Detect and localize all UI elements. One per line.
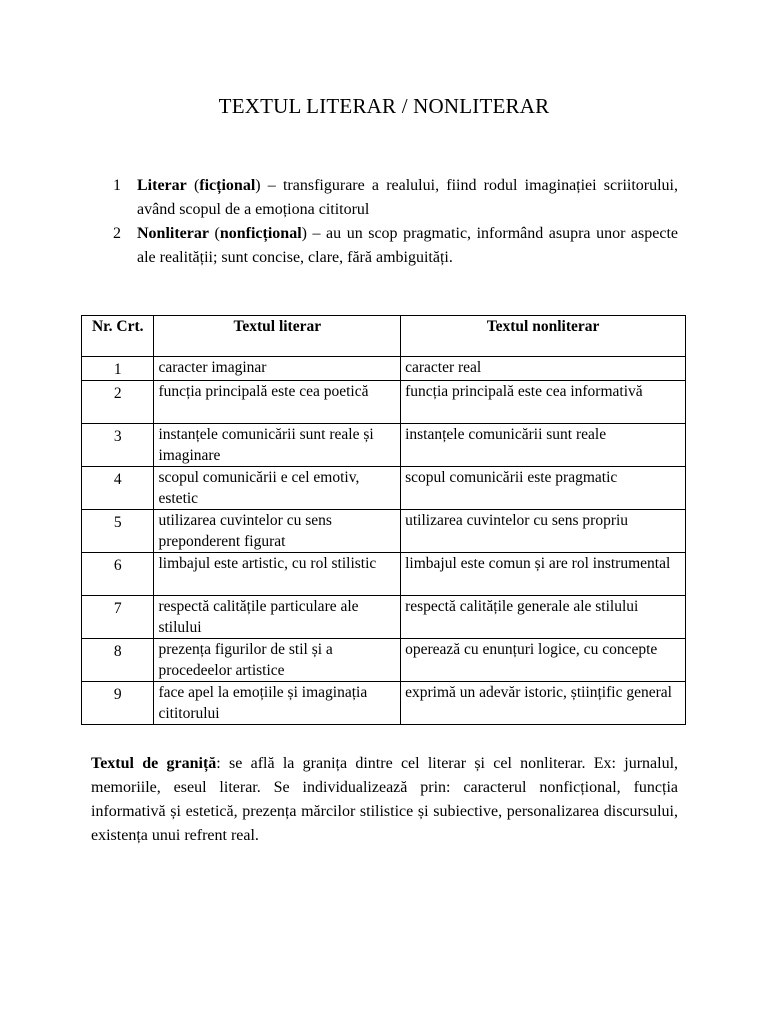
cell-literar: instanțele comunicării sunt reale și imaginare [154, 424, 401, 467]
header-textul-literar: Textul literar [154, 316, 401, 357]
cell-nr: 5 [82, 510, 154, 553]
cell-literar: face apel la emoțiile și imaginația cititorului [154, 682, 401, 725]
cell-nr: 8 [82, 639, 154, 682]
definition-term-paren: nonficțional [219, 225, 302, 242]
table-row [82, 424, 686, 467]
cell-literar: funcția principală este cea poetică [154, 381, 401, 424]
table-row [82, 596, 686, 639]
definition-number: 2 [113, 225, 121, 242]
cell-nonliterar: operează cu enunțuri logice, cu concepte [401, 639, 686, 682]
table-header-row [82, 316, 686, 357]
granita-term: Textul de graniță [91, 755, 217, 772]
definition-number: 1 [113, 177, 121, 194]
cell-nr: 6 [82, 553, 154, 596]
cell-literar: scopul comunicării e cel emotiv, estetic [154, 467, 401, 510]
granita-text: : se află la granița dintre cel literar și cel nonliterar. Ex: jurnalul, memoriile, eseul literar. Se individualizează prin: caracterul nonficțional, funcția informativă și estetică, prezența mărcilor stilistice și subiective, personalizarea discursului, existența unui refrent real. [91, 755, 679, 844]
page-title: TEXTUL LITERAR / NONLITERAR [218, 94, 550, 118]
cell-nr: 3 [82, 424, 154, 467]
cell-nonliterar: limbajul este comun și are rol instrumental [401, 553, 686, 596]
table-row [82, 357, 686, 381]
table-row [82, 510, 686, 553]
table-row [82, 553, 686, 596]
cell-nonliterar: utilizarea cuvintelor cu sens propriu [401, 510, 686, 553]
cell-literar: prezența figurilor de stil și a procedeelor artistice [154, 639, 401, 682]
definition-item-literar: 1 Literar (ficțional) – transfigurare a realului, fiind rodul imaginației scriitorului, având scopul de a emoționa cititorul [113, 174, 678, 222]
table-row [82, 381, 686, 424]
cell-literar: caracter imaginar [154, 357, 401, 381]
header-nr-crt: Nr. Crt. [82, 316, 154, 357]
cell-literar: respectă calitățile particulare ale stilului [154, 596, 401, 639]
cell-nr: 1 [82, 357, 154, 381]
definition-list [113, 174, 678, 270]
cell-nr: 7 [82, 596, 154, 639]
definition-text: – au un scop pragmatic, informând asupra unor aspecte ale realității; sunt concise, clare, fără ambiguități. [137, 225, 679, 266]
cell-nonliterar: respectă calitățile generale ale stilului [401, 596, 686, 639]
definition-text: – transfigurare a realului, fiind rodul imaginației scriitorului, având scopul de a emoționa cititorul [137, 177, 679, 218]
definition-term-paren: ficțional [199, 177, 256, 194]
definition-term: Literar [137, 177, 187, 194]
table-row [82, 639, 686, 682]
cell-nonliterar: instanțele comunicării sunt reale [401, 424, 686, 467]
cell-literar: utilizarea cuvintelor cu sens preponderent figurat [154, 510, 401, 553]
cell-nr: 2 [82, 381, 154, 424]
cell-nonliterar: funcția principală este cea informativă [401, 381, 686, 424]
table-row [82, 467, 686, 510]
cell-nr: 9 [82, 682, 154, 725]
table-row [82, 682, 686, 725]
cell-nonliterar: caracter real [401, 357, 686, 381]
definition-item-nonliterar: 2 Nonliterar (nonficțional) – au un scop pragmatic, informând asupra unor aspecte ale realității; sunt concise, clare, fără ambiguități. [113, 222, 678, 270]
cell-nr: 4 [82, 467, 154, 510]
header-textul-nonliterar: Textul nonliterar [401, 316, 686, 357]
comparison-table [81, 315, 686, 725]
cell-nonliterar: scopul comunicării este pragmatic [401, 467, 686, 510]
granita-paragraph [91, 752, 678, 848]
definition-term: Nonliterar [137, 225, 209, 242]
cell-nonliterar: exprimă un adevăr istoric, științific general [401, 682, 686, 725]
cell-literar: limbajul este artistic, cu rol stilistic [154, 553, 401, 596]
